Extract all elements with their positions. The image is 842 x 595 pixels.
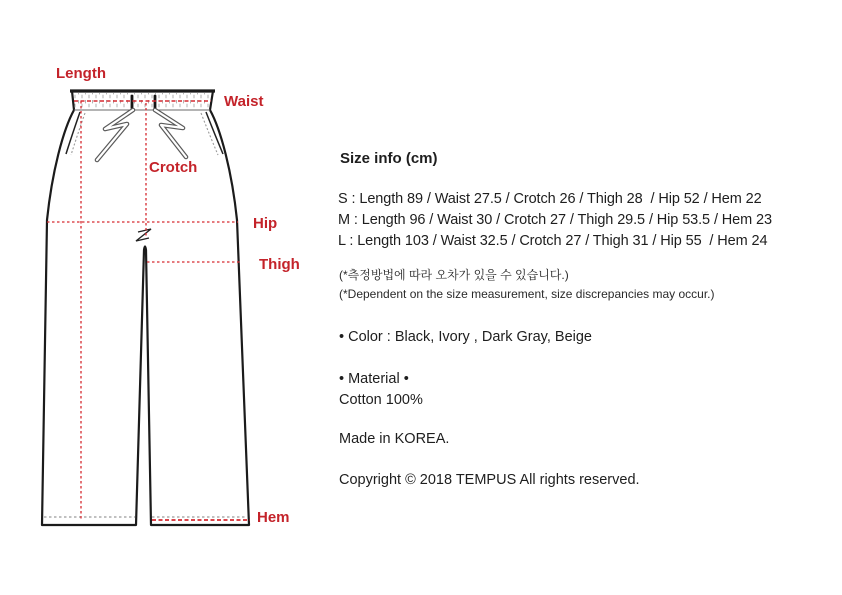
measurement-notes [339,266,715,304]
pants-technical-drawing [0,0,320,595]
note-english: (*Dependent on the size measurement, size discrepancies may occur.) [339,287,715,301]
crotch-label: Crotch [149,159,198,176]
pants-outline [42,91,249,525]
size-row-m: M : Length 96 / Waist 30 / Crotch 27 / Thigh 29.5 / Hip 53.5 / Hem 23 [338,212,772,228]
copyright-line: Copyright © 2018 TEMPUS All rights reserved. [339,472,640,488]
hem-label: Hem [257,509,290,526]
thigh-label: Thigh [259,256,300,273]
size-row-s: S : Length 89 / Waist 27.5 / Crotch 26 / Thigh 28 / Hip 52 / Hem 22 [338,191,762,207]
hip-label: Hip [253,215,278,232]
material-title: • Material • [339,371,409,387]
size-info-title: Size info (cm) [340,150,438,167]
color-options: • Color : Black, Ivory , Dark Gray, Beige [339,329,592,345]
size-row-l: L : Length 103 / Waist 32.5 / Crotch 27 / Thigh 31 / Hip 55 / Hem 24 [338,233,768,249]
material-value: Cotton 100% [339,392,423,408]
length-label: Length [56,65,106,82]
origin-line: Made in KOREA. [339,431,450,447]
size-rows [338,189,772,252]
material-block [339,369,423,411]
waist-label: Waist [224,93,264,110]
note-korean: (*측정방법에 따라 오차가 있을 수 있습니다.) [339,268,569,282]
